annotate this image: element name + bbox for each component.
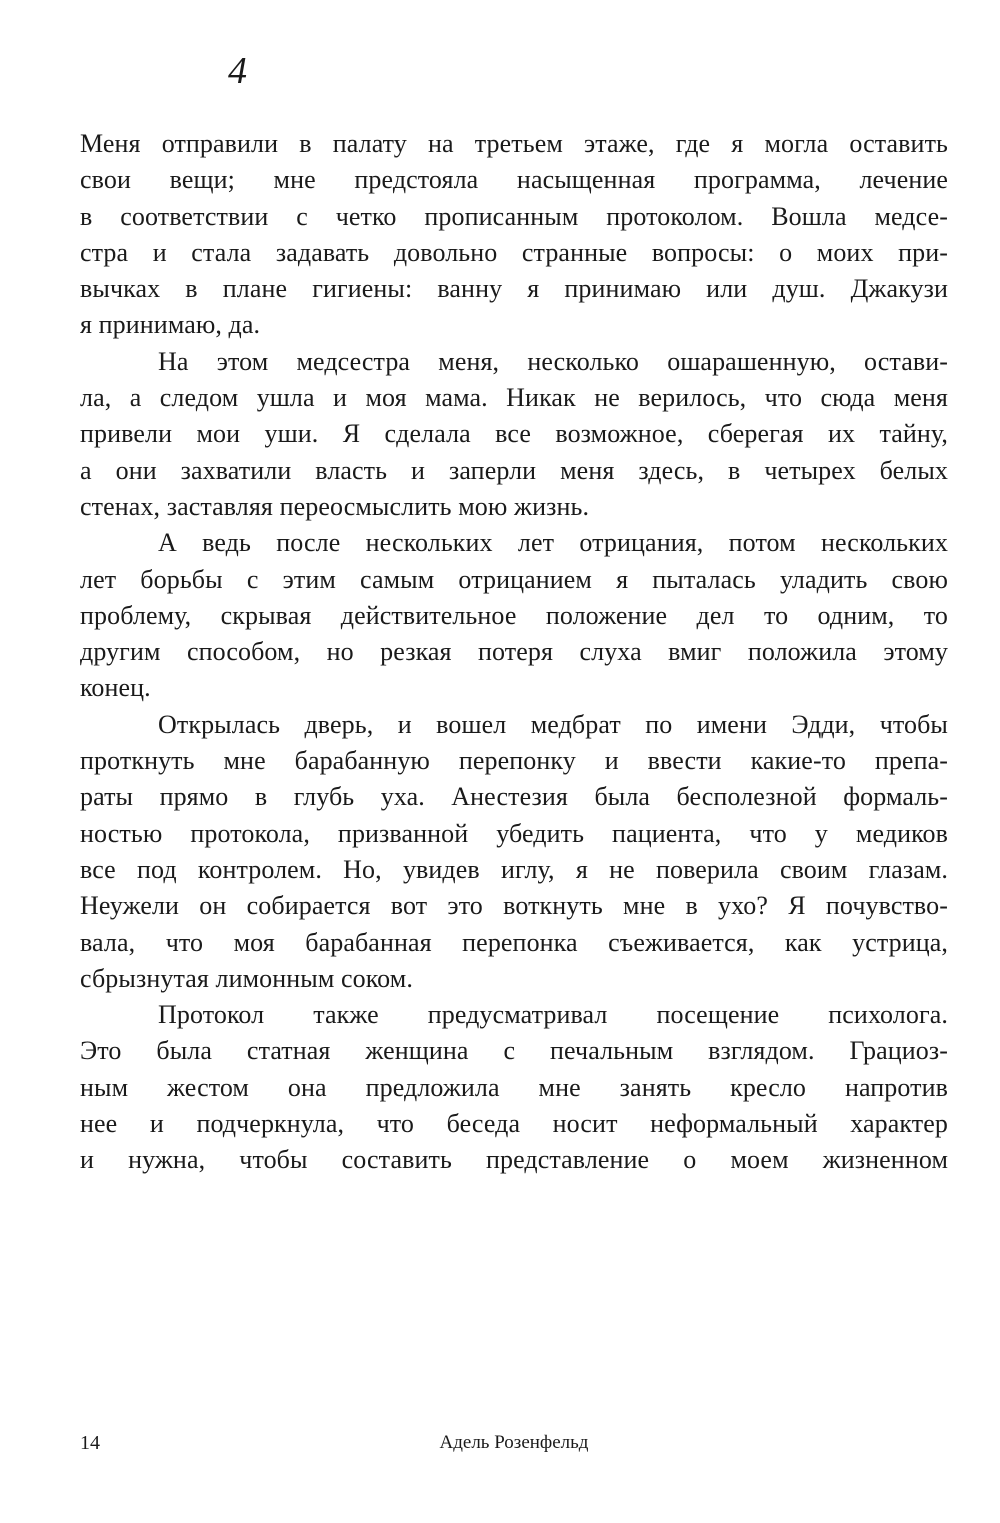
- text-line: Неужели он собирается вот это воткнуть мне в ухо? Я почувство-: [80, 891, 948, 921]
- text-line: лет борьбы с этим самым отрицанием я пыталась уладить свою: [80, 564, 948, 594]
- text-line: я принимаю, да.: [80, 310, 261, 340]
- text-line: проткнуть мне барабанную перепонку и ввести какие-то препа-: [80, 746, 948, 776]
- text-line: ла, а следом ушла и моя мама. Никак не верилось, что сюда меня: [80, 383, 948, 413]
- text-line: привели мои уши. Я сделала все возможное, сберегая их тайну,: [80, 419, 948, 449]
- paragraph-first-line: На этом медсестра меня, несколько ошарашенную, остави-: [158, 346, 948, 376]
- text-line: конец.: [80, 673, 151, 703]
- text-line: вала, что моя барабанная перепонка съеживается, как устрица,: [80, 927, 948, 957]
- paragraph-first-line: Открылась дверь, и вошел медбрат по имени Эдди, чтобы: [158, 709, 948, 739]
- chapter-number: 4: [228, 50, 247, 92]
- text-line: нее и подчеркнула, что беседа носит неформальный характер: [80, 1109, 948, 1139]
- page-footer: [80, 1432, 948, 1462]
- text-line: стенах, заставляя переосмыслить мою жизнь.: [80, 491, 590, 521]
- text-line: сбрызнутая лимонным соком.: [80, 963, 413, 993]
- paragraph-first-line: Протокол также предусматривал посещение психолога.: [158, 1000, 948, 1030]
- text-line: ным жестом она предложила мне занять кресло напротив: [80, 1072, 948, 1102]
- text-line: вычках в плане гигиены: ванну я принимаю или душ. Джакузи: [80, 274, 948, 304]
- text-line: в соответствии с четко прописанным протоколом. Вошла медсе-: [80, 201, 948, 231]
- body-text: [80, 126, 948, 1179]
- text-line: свои вещи; мне предстояла насыщенная программа, лечение: [80, 165, 948, 195]
- text-line: другим способом, но резкая потеря слуха вмиг положила этому: [80, 637, 948, 667]
- paragraph-first-line: А ведь после нескольких лет отрицания, потом нескольких: [158, 528, 948, 558]
- text-line: проблему, скрывая действительное положение дел то одним, то: [80, 600, 948, 630]
- text-line: раты прямо в глубь уха. Анестезия была бесполезной формаль-: [80, 782, 948, 812]
- text-line: ностью протокола, призванной убедить пациента, что у медиков: [80, 818, 948, 848]
- text-line: все под контролем. Но, увидев иглу, я не поверила своим глазам.: [80, 854, 948, 884]
- running-footer-author: Адель Розенфельд: [439, 1432, 589, 1453]
- text-line: Меня отправили в палату на третьем этаже, где я могла оставить: [80, 129, 948, 158]
- page-number: 14: [80, 1432, 100, 1454]
- text-line: стра и стала задавать довольно странные вопросы: о моих при-: [80, 237, 948, 267]
- text-line: а они захватили власть и заперли меня здесь, в четырех белых: [80, 455, 948, 485]
- text-line: Это была статная женщина с печальным взглядом. Грациоз-: [80, 1036, 948, 1066]
- text-line: и нужна, чтобы составить представление о моем жизненном: [80, 1145, 948, 1175]
